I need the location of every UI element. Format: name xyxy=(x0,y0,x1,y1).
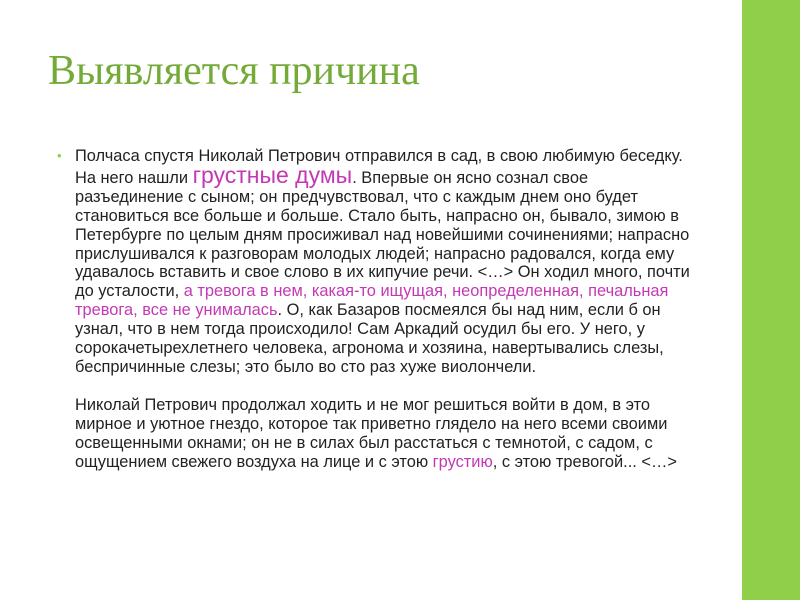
accent-bar xyxy=(742,0,800,600)
slide-body xyxy=(57,147,700,472)
highlight-sadness: грустию xyxy=(432,452,493,471)
paragraph-1-text-1: Полчаса спустя Николай Петрович отправился в сад, в свою любимую беседку. На него нашли xyxy=(75,147,683,187)
slide-title: Выявляется причина xyxy=(48,48,420,94)
bullet-icon: • xyxy=(57,148,62,163)
highlight-anxiety: а тревога в нем, какая-то ищущая, неопределенная, печальная тревога, все не унималась xyxy=(75,282,669,320)
paragraph-2 xyxy=(75,396,700,472)
paragraph-2-text-1: Николай Петрович продолжал ходить и не мог решиться войти в дом, в это мирное и уютное гнездо, которое так приветно глядело на него всеми своими освещенными окнами; он не в силах был расстаться с темнотой, с садом, с ощущением свежего воздуха на лице и с этою xyxy=(75,395,668,471)
paragraph-1-text-2: . Впервые он ясно сознал свое разъединение с сыном; он предчувствовал, что с каждым днем оно будет становиться все больше и больше. Стало быть, напрасно он, бывало, зимою в Петербурге по целым дням просиживал над новейшими сочинениями; напрасно прислушивался к разговорам молодых людей; напрасно радовался, когда ему удавалось вставить и свое слово в их кипучие речи. <…> Он ходил много, почти до усталости, xyxy=(75,168,690,301)
paragraph-1 xyxy=(75,147,700,377)
paragraph-2-text-2: , с этою тревогой... <…> xyxy=(492,452,677,471)
highlight-sad-thoughts: грустные думы xyxy=(192,161,353,188)
paragraph-1-text-3: . О, как Базаров посмеялся бы над ним, если б он узнал, что в нем тогда происходило! Сам Аркадий осудил бы его. У него, у сорокачетырехлетнего человека, агронома и хозяина, навертывались слезы, беспричинные слезы; это было во сто раз хуже виолончели. xyxy=(75,301,664,376)
paragraph-gap xyxy=(75,377,700,396)
